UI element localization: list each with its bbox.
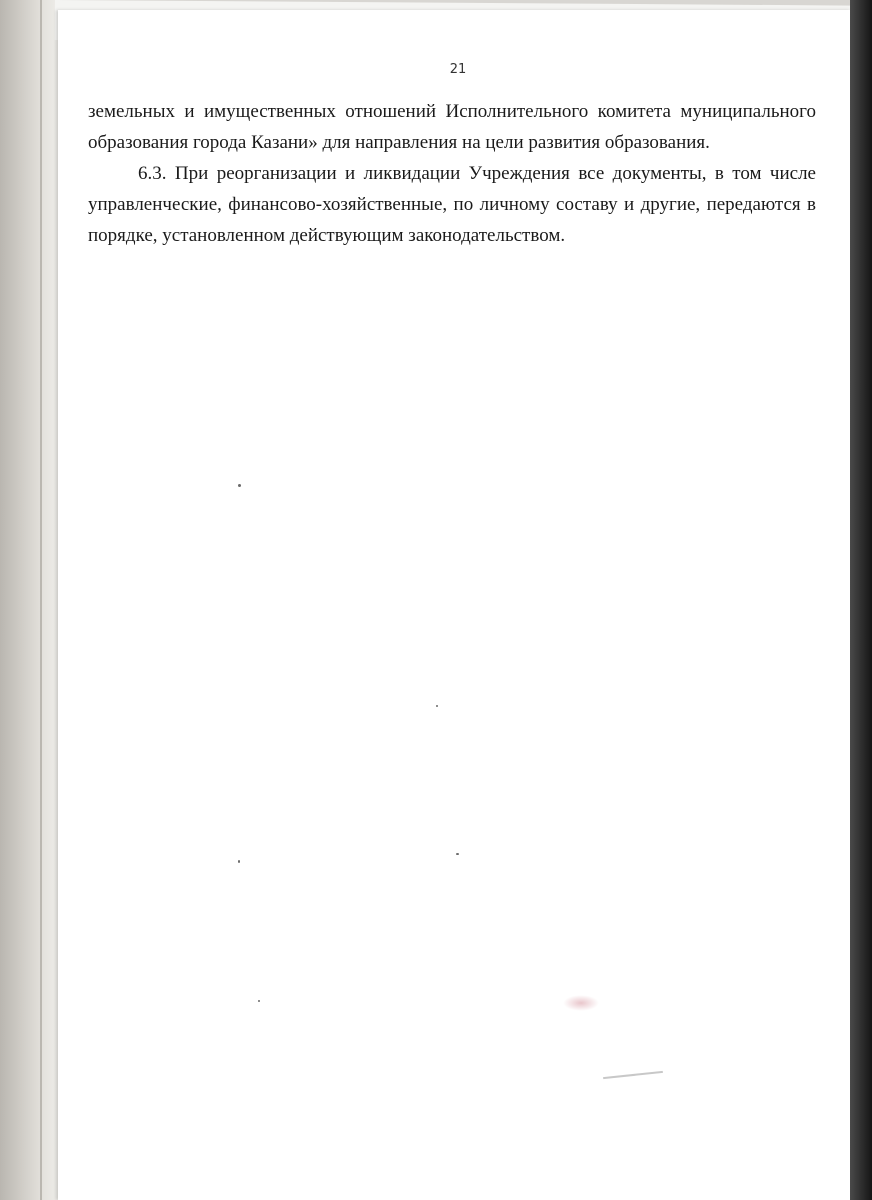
- page-number: 21: [449, 62, 467, 77]
- scanner-edge: [850, 0, 872, 1200]
- spine-stitch-line: [40, 0, 42, 1200]
- scan-speck: [436, 705, 438, 707]
- scan-speck: [258, 1000, 260, 1002]
- scan-speck: [238, 484, 241, 487]
- page-body: [88, 96, 816, 251]
- paragraph-6-3: 6.3. При реорганизации и ликвидации Учреждения все документы, в том числе управленческие, финансово-хозяйственные, по личному составу и другие, передаются в порядке, установленном действующим законодательством.: [88, 163, 816, 246]
- scan-speck: [238, 860, 240, 863]
- scan-speck: [456, 853, 459, 855]
- ink-smudge: [563, 995, 599, 1011]
- binding-spine: [0, 0, 60, 1200]
- document-page: [58, 10, 851, 1200]
- scan-scratch: [603, 1071, 663, 1079]
- paragraph-continued: земельных и имущественных отношений Исполнительного комитета муниципального образования города Казани» для направления на цели развития образования.: [88, 101, 816, 153]
